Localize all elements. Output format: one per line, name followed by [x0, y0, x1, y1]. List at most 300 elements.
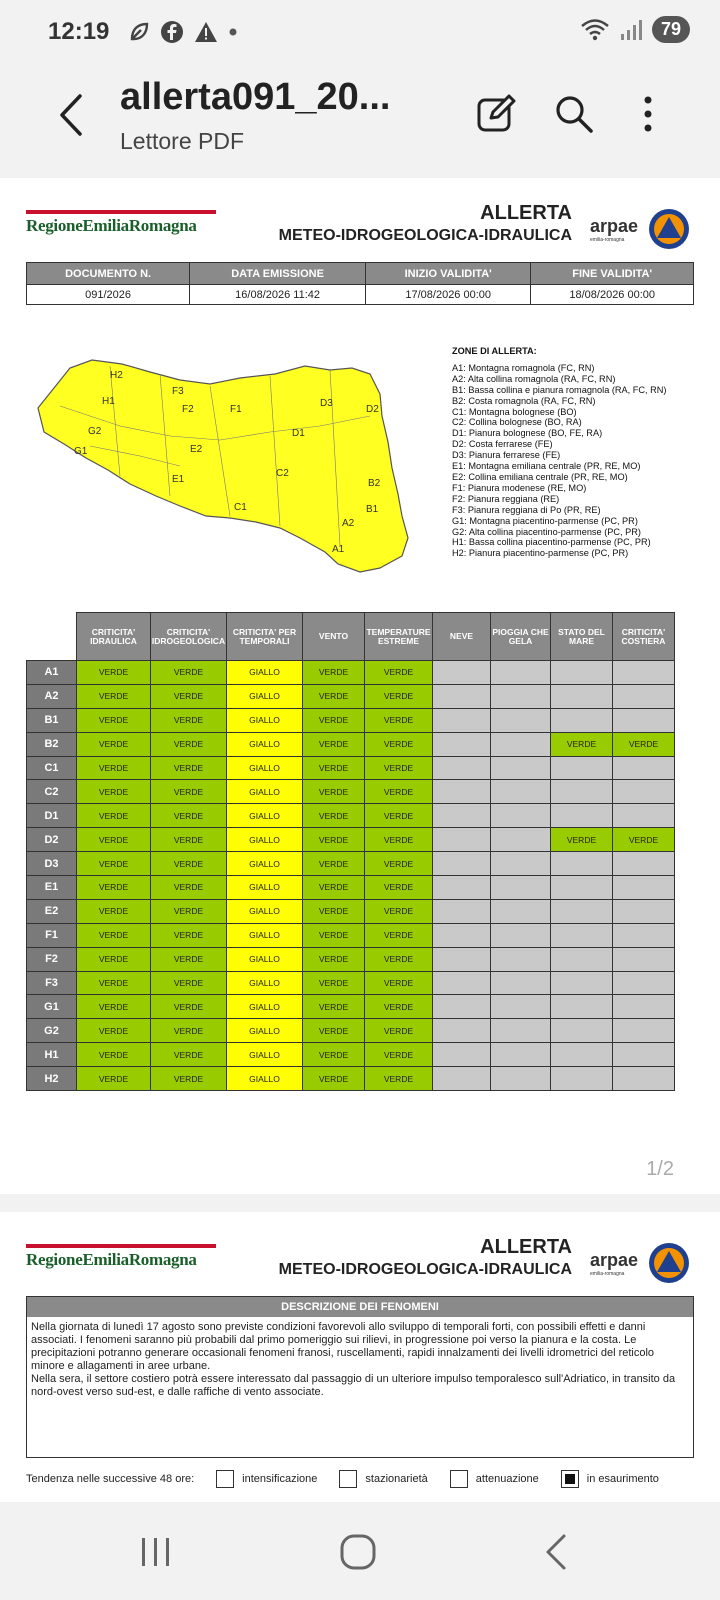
back-nav-icon[interactable] — [536, 1532, 580, 1572]
map-zone-label: D2 — [366, 404, 379, 415]
facebook-icon — [160, 20, 184, 44]
zone-legend-item: C1: Montagna bolognese (BO) — [452, 406, 577, 417]
criticity-cell: VERDE — [303, 1067, 365, 1091]
criticity-cell — [551, 708, 613, 732]
criticity-column-header: TEMPERATURE ESTREME — [365, 613, 433, 661]
criticity-cell — [551, 995, 613, 1019]
criticity-cell: VERDE — [303, 732, 365, 756]
criticity-cell — [433, 852, 491, 876]
criticity-cell — [433, 828, 491, 852]
criticity-cell: VERDE — [365, 947, 433, 971]
map-zone-label: F3 — [172, 386, 184, 397]
table-row — [27, 684, 675, 708]
map-zone-label: A2 — [342, 518, 355, 529]
criticity-cell: VERDE — [77, 828, 151, 852]
criticity-cell: VERDE — [77, 947, 151, 971]
criticity-cell — [491, 995, 551, 1019]
criticity-cell — [491, 756, 551, 780]
criticity-cell: GIALLO — [227, 732, 303, 756]
criticity-column-header: CRITICITA' COSTIERA — [613, 613, 675, 661]
allerta-title: ALLERTA — [480, 1236, 572, 1258]
zones-legend — [452, 346, 666, 559]
zone-legend-item: G1: Montagna piacentino-parmense (PC, PR) — [452, 515, 638, 526]
criticity-cell — [433, 756, 491, 780]
criticity-cell — [491, 1067, 551, 1091]
criticity-cell — [613, 899, 675, 923]
map-zone-label: G1 — [74, 446, 88, 457]
criticity-cell — [551, 971, 613, 995]
criticity-cell — [551, 661, 613, 685]
criticity-cell — [491, 780, 551, 804]
criticity-cell: VERDE — [77, 852, 151, 876]
criticity-cell: VERDE — [303, 1019, 365, 1043]
criticity-cell — [613, 852, 675, 876]
criticity-cell: VERDE — [365, 708, 433, 732]
criticity-cell: VERDE — [77, 899, 151, 923]
criticity-cell: GIALLO — [227, 684, 303, 708]
criticity-cell: GIALLO — [227, 756, 303, 780]
zone-code-cell: D1 — [27, 804, 77, 828]
zone-code-cell: B2 — [27, 732, 77, 756]
zone-legend-item: H1: Bassa collina piacentino-parmense (PC, PR) — [452, 537, 651, 548]
criticity-cell: VERDE — [77, 876, 151, 900]
criticity-cell: GIALLO — [227, 899, 303, 923]
table-row — [27, 708, 675, 732]
criticity-cell: GIALLO — [227, 708, 303, 732]
criticity-cell: GIALLO — [227, 852, 303, 876]
criticity-cell: VERDE — [151, 899, 227, 923]
zone-code-cell: D2 — [27, 828, 77, 852]
criticity-cell: VERDE — [303, 708, 365, 732]
criticity-cell: VERDE — [365, 852, 433, 876]
protezione-civile-logo — [648, 208, 690, 250]
criticity-cell — [613, 804, 675, 828]
criticity-cell: GIALLO — [227, 780, 303, 804]
criticity-cell: VERDE — [151, 1043, 227, 1067]
criticity-cell — [433, 732, 491, 756]
criticity-cell: GIALLO — [227, 923, 303, 947]
criticity-cell — [491, 923, 551, 947]
criticity-cell — [613, 684, 675, 708]
navigation-bar — [0, 1502, 720, 1600]
criticity-cell — [491, 661, 551, 685]
doc-value-cell: 18/08/2026 00:00 — [531, 285, 694, 305]
criticity-cell — [551, 684, 613, 708]
zone-code-cell: F1 — [27, 923, 77, 947]
criticity-column-header: PIOGGIA CHE GELA — [491, 613, 551, 661]
recent-apps-icon[interactable] — [134, 1532, 178, 1572]
criticity-cell: VERDE — [151, 828, 227, 852]
criticity-cell: VERDE — [303, 923, 365, 947]
criticity-cell: VERDE — [365, 780, 433, 804]
zone-code-cell: C1 — [27, 756, 77, 780]
criticity-cell: GIALLO — [227, 1043, 303, 1067]
criticity-cell — [551, 804, 613, 828]
zone-legend-item: D2: Costa ferrarese (FE) — [452, 439, 553, 450]
criticity-cell — [613, 780, 675, 804]
zone-legend-item: C2: Collina bolognese (BO, RA) — [452, 417, 582, 428]
criticity-cell: VERDE — [151, 947, 227, 971]
zone-code-cell: C2 — [27, 780, 77, 804]
table-row — [27, 1043, 675, 1067]
criticity-cell: VERDE — [151, 780, 227, 804]
criticity-cell — [433, 876, 491, 900]
warning-icon — [194, 21, 218, 43]
criticity-cell: VERDE — [613, 732, 675, 756]
criticity-cell: VERDE — [303, 947, 365, 971]
doc-value-cell: 17/08/2026 00:00 — [366, 285, 531, 305]
criticity-cell — [613, 1067, 675, 1091]
criticity-cell: VERDE — [303, 971, 365, 995]
criticity-cell: VERDE — [77, 732, 151, 756]
trend-option-label: in esaurimento — [586, 1473, 659, 1485]
criticity-cell: GIALLO — [227, 947, 303, 971]
zone-legend-item: H2: Pianura piacentino-parmense (PC, PR) — [452, 548, 629, 559]
criticity-cell: VERDE — [551, 732, 613, 756]
criticity-cell: VERDE — [365, 1043, 433, 1067]
criticity-cell: VERDE — [303, 828, 365, 852]
criticity-cell: GIALLO — [227, 804, 303, 828]
criticity-cell — [433, 708, 491, 732]
criticity-column-header: CRITICITA' IDROGEOLOGICA — [151, 613, 227, 661]
trend-checkbox[interactable] — [216, 1470, 234, 1488]
criticity-cell: VERDE — [151, 756, 227, 780]
zone-legend-item: G2: Alta collina piacentino-parmense (PC, PR) — [452, 526, 641, 537]
table-row — [27, 899, 675, 923]
map-zone-label: H1 — [102, 396, 115, 407]
criticity-cell — [491, 708, 551, 732]
criticity-cell: VERDE — [365, 1019, 433, 1043]
criticity-cell — [491, 971, 551, 995]
trend-option-label: intensificazione — [242, 1473, 318, 1485]
clock: 12:19 — [48, 18, 110, 45]
home-icon[interactable] — [336, 1532, 380, 1572]
criticity-cell: VERDE — [365, 804, 433, 828]
table-row — [27, 732, 675, 756]
document-title: allerta091_20... — [120, 76, 391, 118]
criticity-cell: VERDE — [151, 876, 227, 900]
doc-header-cell: DATA EMISSIONE — [190, 263, 366, 285]
table-row — [27, 756, 675, 780]
allerta-subtitle: METEO-IDROGEOLOGICA-IDRAULICA — [278, 1261, 572, 1278]
zone-code-cell: H2 — [27, 1067, 77, 1091]
criticity-cell — [491, 828, 551, 852]
criticity-cell — [551, 1067, 613, 1091]
criticity-cell — [491, 804, 551, 828]
table-row — [27, 828, 675, 852]
criticity-cell — [491, 1043, 551, 1067]
criticity-cell: VERDE — [303, 661, 365, 685]
zone-code-cell: A1 — [27, 661, 77, 685]
criticity-cell: VERDE — [151, 661, 227, 685]
criticity-cell: VERDE — [77, 995, 151, 1019]
zone-code-cell: G2 — [27, 1019, 77, 1043]
zone-legend-item: D3: Pianura ferrarese (FE) — [452, 450, 561, 461]
criticity-cell: GIALLO — [227, 1019, 303, 1043]
criticity-cell: VERDE — [77, 971, 151, 995]
map-zone-label: B2 — [368, 478, 381, 489]
criticity-column-header: NEVE — [433, 613, 491, 661]
map-zone-label: C1 — [234, 502, 247, 513]
zone-code-cell: B1 — [27, 708, 77, 732]
zones-title: ZONE DI ALLERTA: — [452, 346, 537, 356]
doc-header-cell: DOCUMENTO N. — [27, 263, 190, 285]
app-subtitle: Lettore PDF — [120, 128, 244, 154]
criticity-cell — [551, 899, 613, 923]
criticity-cell: VERDE — [151, 1019, 227, 1043]
criticity-cell: GIALLO — [227, 661, 303, 685]
criticity-cell: VERDE — [613, 828, 675, 852]
criticity-column-header: VENTO — [303, 613, 365, 661]
criticity-cell: GIALLO — [227, 971, 303, 995]
description-title: DESCRIZIONE DEI FENOMENI — [27, 1297, 693, 1317]
criticity-cell: VERDE — [77, 756, 151, 780]
table-row — [27, 876, 675, 900]
allerta-title: ALLERTA — [480, 202, 572, 224]
criticity-cell: VERDE — [77, 780, 151, 804]
criticity-column-header: STATO DEL MARE — [551, 613, 613, 661]
criticity-cell: VERDE — [77, 708, 151, 732]
criticity-cell — [551, 1043, 613, 1067]
zone-code-cell: G1 — [27, 995, 77, 1019]
trend-row — [26, 1470, 659, 1488]
criticity-cell: VERDE — [77, 1067, 151, 1091]
allerta-subtitle: METEO-IDROGEOLOGICA-IDRAULICA — [278, 227, 572, 244]
criticity-cell: VERDE — [303, 756, 365, 780]
map-zone-label: D1 — [292, 428, 305, 439]
criticity-cell — [433, 995, 491, 1019]
criticity-cell — [551, 947, 613, 971]
signal-icon — [620, 19, 642, 41]
wifi-icon — [580, 18, 610, 42]
zone-legend-item: E1: Montagna emiliana centrale (PR, RE, MO) — [452, 461, 641, 472]
criticity-cell: VERDE — [303, 684, 365, 708]
criticity-cell: VERDE — [151, 852, 227, 876]
zone-code-cell: F2 — [27, 947, 77, 971]
allerta-heading — [279, 1236, 572, 1279]
criticity-cell: VERDE — [151, 995, 227, 1019]
doc-value-cell: 091/2026 — [27, 285, 190, 305]
criticity-cell: VERDE — [365, 995, 433, 1019]
allerta-heading — [279, 202, 572, 245]
dot-icon — [228, 27, 238, 37]
criticity-cell — [613, 923, 675, 947]
criticity-cell: VERDE — [365, 876, 433, 900]
table-row — [27, 804, 675, 828]
map-zone-label: F1 — [230, 404, 242, 415]
criticity-cell — [433, 899, 491, 923]
map-zone-label: E1 — [172, 474, 185, 485]
criticity-cell: VERDE — [77, 1043, 151, 1067]
zone-code-cell: A2 — [27, 684, 77, 708]
criticity-cell: VERDE — [151, 1067, 227, 1091]
criticity-cell: VERDE — [151, 804, 227, 828]
criticity-cell: VERDE — [303, 804, 365, 828]
criticity-column-header: CRITICITA' PER TEMPORALI — [227, 613, 303, 661]
criticity-cell — [613, 1043, 675, 1067]
criticity-cell — [433, 923, 491, 947]
status-bar — [0, 0, 720, 64]
zone-legend-item: B2: Costa romagnola (RA, FC, RN) — [452, 395, 596, 406]
criticity-cell: VERDE — [303, 899, 365, 923]
criticity-cell — [433, 804, 491, 828]
zone-code-cell: H1 — [27, 1043, 77, 1067]
pdf-page-1[interactable] — [0, 178, 720, 1194]
map-zone-label: C2 — [276, 468, 289, 479]
criticity-cell: VERDE — [77, 923, 151, 947]
criticity-cell: VERDE — [77, 684, 151, 708]
doc-value-cell: 16/08/2026 11:42 — [190, 285, 366, 305]
table-row — [27, 1067, 675, 1091]
criticity-cell — [433, 661, 491, 685]
criticity-cell: VERDE — [303, 780, 365, 804]
criticity-cell: VERDE — [151, 708, 227, 732]
criticity-cell: VERDE — [151, 923, 227, 947]
trend-checkbox[interactable] — [561, 1470, 579, 1488]
doc-header-cell: FINE VALIDITA' — [531, 263, 694, 285]
table-row — [27, 947, 675, 971]
criticity-column-header: CRITICITA' IDRAULICA — [77, 613, 151, 661]
criticity-cell: VERDE — [303, 1043, 365, 1067]
criticity-cell: VERDE — [151, 732, 227, 756]
criticity-cell: VERDE — [365, 828, 433, 852]
alert-zones-map — [30, 346, 430, 576]
criticity-cell — [491, 1019, 551, 1043]
more-vert-icon[interactable] — [626, 92, 670, 136]
criticity-cell: VERDE — [151, 971, 227, 995]
table-row — [27, 661, 675, 685]
criticity-cell: VERDE — [365, 732, 433, 756]
arpae-logo: arpae emilia-romagna — [589, 216, 638, 243]
zone-code-cell: D3 — [27, 852, 77, 876]
criticity-cell — [613, 1019, 675, 1043]
criticity-cell — [551, 923, 613, 947]
table-row — [27, 780, 675, 804]
table-row — [27, 1019, 675, 1043]
zone-legend-item: F2: Pianura reggiana (RE) — [452, 493, 560, 504]
search-icon[interactable] — [552, 92, 596, 136]
criticity-cell — [613, 661, 675, 685]
criticity-cell — [613, 708, 675, 732]
criticity-table — [26, 612, 675, 1091]
criticity-cell — [433, 971, 491, 995]
zone-legend-item: A1: Montagna romagnola (FC, RN) — [452, 362, 595, 373]
criticity-cell — [433, 1043, 491, 1067]
criticity-cell — [433, 1019, 491, 1043]
map-zone-label: F2 — [182, 404, 194, 415]
regione-logo: RegioneEmiliaRomagna — [26, 210, 216, 236]
map-zone-label: H2 — [110, 370, 123, 381]
map-zone-label: E2 — [190, 444, 203, 455]
trend-checkbox[interactable] — [339, 1470, 357, 1488]
criticity-cell — [551, 780, 613, 804]
criticity-cell: VERDE — [365, 661, 433, 685]
page-number: 1/2 — [646, 1158, 674, 1180]
criticity-cell: GIALLO — [227, 1067, 303, 1091]
criticity-cell — [491, 684, 551, 708]
criticity-cell: VERDE — [365, 899, 433, 923]
leaf-icon — [128, 21, 150, 43]
criticity-cell: VERDE — [365, 1067, 433, 1091]
criticity-cell: VERDE — [303, 852, 365, 876]
trend-checkbox[interactable] — [450, 1470, 468, 1488]
zone-legend-item: A2: Alta collina romagnola (RA, FC, RN) — [452, 373, 616, 384]
edit-icon[interactable] — [474, 92, 518, 136]
criticity-cell — [491, 876, 551, 900]
criticity-cell — [551, 756, 613, 780]
criticity-cell: VERDE — [365, 684, 433, 708]
criticity-cell — [551, 1019, 613, 1043]
criticity-cell — [613, 947, 675, 971]
criticity-cell: VERDE — [303, 876, 365, 900]
criticity-cell — [433, 947, 491, 971]
zone-legend-item: F3: Pianura reggiana di Po (PR, RE) — [452, 504, 601, 515]
criticity-cell — [551, 852, 613, 876]
map-zone-label: G2 — [88, 426, 102, 437]
regione-logo: RegioneEmiliaRomagna — [26, 1244, 216, 1270]
trend-option-label: attenuazione — [475, 1473, 539, 1485]
protezione-civile-logo — [648, 1242, 690, 1284]
zone-legend-item: B1: Bassa collina e pianura romagnola (RA, FC, RN) — [452, 384, 667, 395]
description-text: Nella giornata di lunedì 17 agosto sono previste condizioni favorevoli allo sviluppo di temporali forti, con possibili effetti e danni associati. I fenomeni saranno più probabili dal primo pomeriggio sui rilievi, in progressione poi verso la pianura e la costa. Le precipitazioni potranno generare occasionali fenomeni franosi, ruscellamenti, rapidi innalzamenti dei livelli idrometrici del reticolo minore e allagamenti in aree urbane. Nella sera, il settore costiero potrà essere interessato dal passaggio di un ulteriore impulso temporalesco sull'Adriatico, in transito da nord-ovest verso sud-est, e dalle raffiche di vento associate. — [31, 1321, 676, 1398]
criticity-cell — [433, 780, 491, 804]
criticity-cell — [433, 684, 491, 708]
criticity-cell: VERDE — [303, 995, 365, 1019]
criticity-cell — [491, 732, 551, 756]
map-zone-label: D3 — [320, 398, 333, 409]
battery-indicator: 79 — [652, 16, 690, 43]
doc-header-cell: INIZIO VALIDITA' — [366, 263, 531, 285]
zone-legend-item: D1: Pianura bolognese (BO, FE, RA) — [452, 428, 603, 439]
criticity-cell — [613, 756, 675, 780]
criticity-cell — [613, 995, 675, 1019]
criticity-cell — [551, 876, 613, 900]
description-box — [26, 1296, 694, 1458]
arpae-logo: arpae emilia-romagna — [589, 1250, 638, 1277]
criticity-cell: VERDE — [151, 684, 227, 708]
criticity-cell — [613, 876, 675, 900]
criticity-cell: VERDE — [77, 804, 151, 828]
criticity-cell: VERDE — [77, 1019, 151, 1043]
criticity-cell — [491, 899, 551, 923]
criticity-cell: GIALLO — [227, 876, 303, 900]
table-row — [27, 971, 675, 995]
trend-label: Tendenza nelle successive 48 ore: — [26, 1473, 195, 1485]
zone-legend-item: E2: Collina emiliana centrale (PR, RE, MO) — [452, 471, 628, 482]
zone-legend-item: F1: Pianura modenese (RE, MO) — [452, 482, 587, 493]
criticity-cell: VERDE — [551, 828, 613, 852]
criticity-cell — [613, 971, 675, 995]
criticity-cell: VERDE — [365, 756, 433, 780]
zone-code-cell: E2 — [27, 899, 77, 923]
criticity-cell — [433, 1067, 491, 1091]
criticity-cell: GIALLO — [227, 995, 303, 1019]
criticity-cell: VERDE — [365, 923, 433, 947]
pdf-page-2[interactable] — [0, 1212, 720, 1502]
table-row — [27, 852, 675, 876]
table-row — [27, 995, 675, 1019]
map-zone-label: B1 — [366, 504, 379, 515]
criticity-cell: VERDE — [77, 661, 151, 685]
map-zone-label: A1 — [332, 544, 345, 555]
criticity-cell: VERDE — [365, 971, 433, 995]
back-arrow-icon[interactable] — [52, 90, 92, 140]
table-row — [27, 923, 675, 947]
zone-code-cell: E1 — [27, 876, 77, 900]
criticity-cell — [491, 852, 551, 876]
document-info-table — [26, 262, 694, 305]
app-bar — [0, 64, 720, 174]
